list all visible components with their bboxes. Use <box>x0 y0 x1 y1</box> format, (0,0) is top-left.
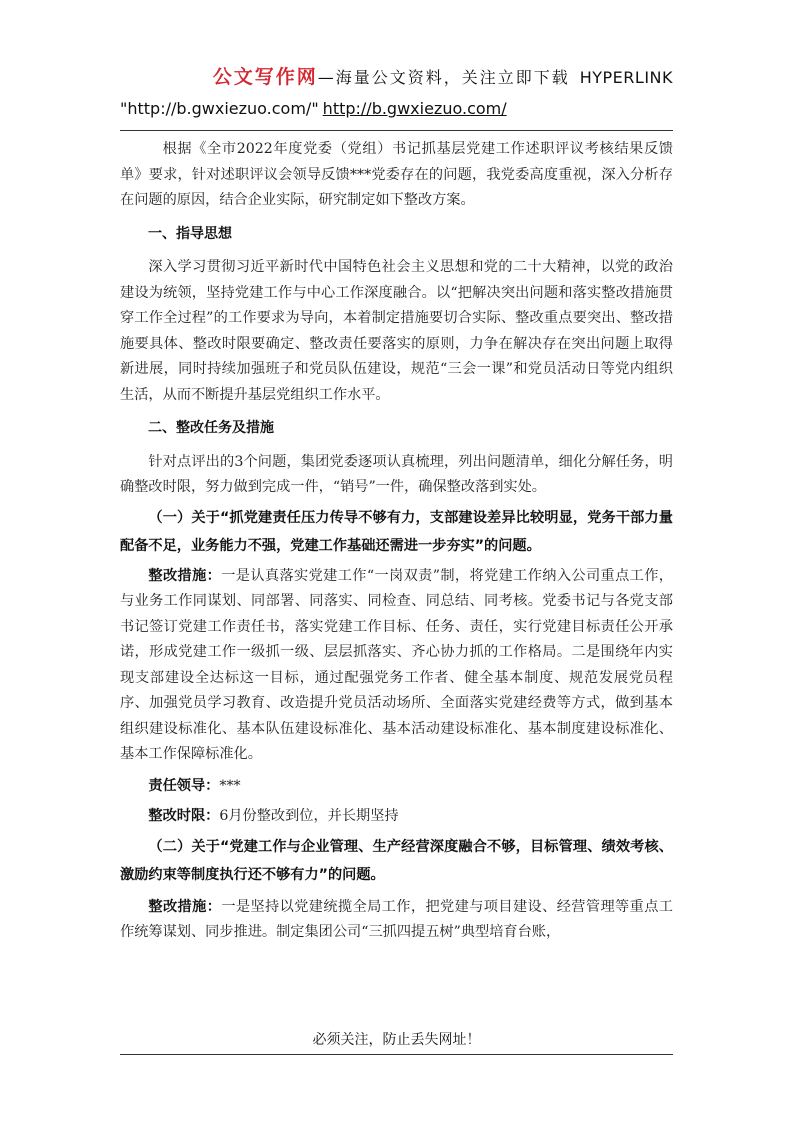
tasks-measures-paragraph: 针对点评出的3个问题，集团党委逐项认真梳理，列出问题清单，细化分解任务，明确整改时限，努力做到完成一件，“销号”一件，确保整改落到实处。 <box>120 453 673 495</box>
brand-name: 公文写作网 <box>212 66 318 88</box>
intro-paragraph: 根据《全市2022年度党委（党组）书记抓基层党建工作述职评议考核结果反馈单》要求，针对述职评议会领导反馈***党委存在的问题，我党委高度重视，深入分析存在问题的原因，结合企业实际，研究制定如下整改方案。 <box>120 141 673 208</box>
header-url-line <box>120 92 673 126</box>
issue-1-leader-line <box>120 771 673 801</box>
footer-notice: 必须关注，防止丢失网址！ <box>312 1032 481 1048</box>
issue-2-measures-label: 整改措施： <box>148 898 222 915</box>
issue-2-heading: （二）关于“党建工作与企业管理、生产经营深度融合不够，目标管理、绩效考核、激励约束等制度执行还不够有力”的问题。 <box>120 838 673 883</box>
issue-1-leader-label: 责任领导： <box>148 777 220 794</box>
document-body <box>120 135 673 946</box>
header-divider <box>120 130 673 131</box>
header-banner-line <box>120 62 673 92</box>
issue-2-measures-text: 一是坚持以党建统揽全局工作，把党建与项目建设、经营管理等重点工作统筹谋划、同步推进。制定集团公司“三抓四提五树”典型培育台账， <box>120 898 673 940</box>
footer-divider <box>120 1054 673 1055</box>
issue-1-leader-value: *** <box>219 777 241 794</box>
issue-1-deadline-label: 整改时限： <box>148 807 220 824</box>
issue-1-measures-label: 整改措施： <box>148 567 222 584</box>
issue-1-measures-text: 一是认真落实党建工作“一岗双责”制，将党建工作纳入公司重点工作，与业务工作同谋划、同部署、同落实、同检查、同总结、同考核。党委书记与各党支部书记签订党建工作责任书，落实党建工作目标、任务、责任，实行党建目标责任公开承诺，形成党建工作一级抓一级、层层抓落实、齐心协力抓的工作格局。二是围绕年内实现支部建设全达标这一目标，通过配强党务工作者、健全基本制度、规范发展党员程序、加强党员学习教育、改造提升党员活动场所、全面落实党建经费等方式，做到基本组织建设标准化、基本队伍建设标准化、基本活动建设标准化、基本制度建设标准化、基本工作保障标准化。 <box>120 567 673 762</box>
issue-1-heading: （一）关于“抓党建责任压力传导不够有力，支部建设差异比较明显，党务干部力量配备不足，业务能力不强，党建工作基础还需进一步夯实”的问题。 <box>120 509 673 554</box>
issue-1-deadline-value: 6月份整改到位，并长期坚持 <box>219 807 399 824</box>
guiding-ideology-paragraph: 深入学习贯彻习近平新时代中国特色社会主义思想和党的二十大精神，以党的政治建设为统领，坚持党建工作与中心工作深度融合。以“把解决突出问题和落实整改措施贯穿工作全过程”的工作要求为导向，本着制定措施要切合实际、整改重点要突出、整改措施要具体、整改时限要确定、整改责任要落实的原则，力争在解决存在突出问题上取得新进展，同时持续加强班子和党员队伍建设，规范“三会一课”和党员活动日等党内组织生活，从而不断提升基层党组织工作水平。 <box>120 259 673 403</box>
section-heading-tasks-measures: 二、整改任务及措施 <box>148 420 274 436</box>
section-heading-guiding-ideology: 一、指导思想 <box>148 225 232 242</box>
issue-1-measures-paragraph <box>120 564 673 768</box>
header-url-link[interactable]: http://b.gwxiezuo.com/ <box>322 99 507 118</box>
issue-1-deadline-line <box>120 801 673 831</box>
issue-2-measures-paragraph <box>120 895 673 946</box>
header-slogan: —海量公文资料，关注立即下载 <box>317 68 570 87</box>
page-header <box>120 62 673 126</box>
hyperlink-field-code: HYPERLINK <box>579 68 673 87</box>
header-url-quoted: "http://b.gwxiezuo.com/" <box>120 99 319 118</box>
